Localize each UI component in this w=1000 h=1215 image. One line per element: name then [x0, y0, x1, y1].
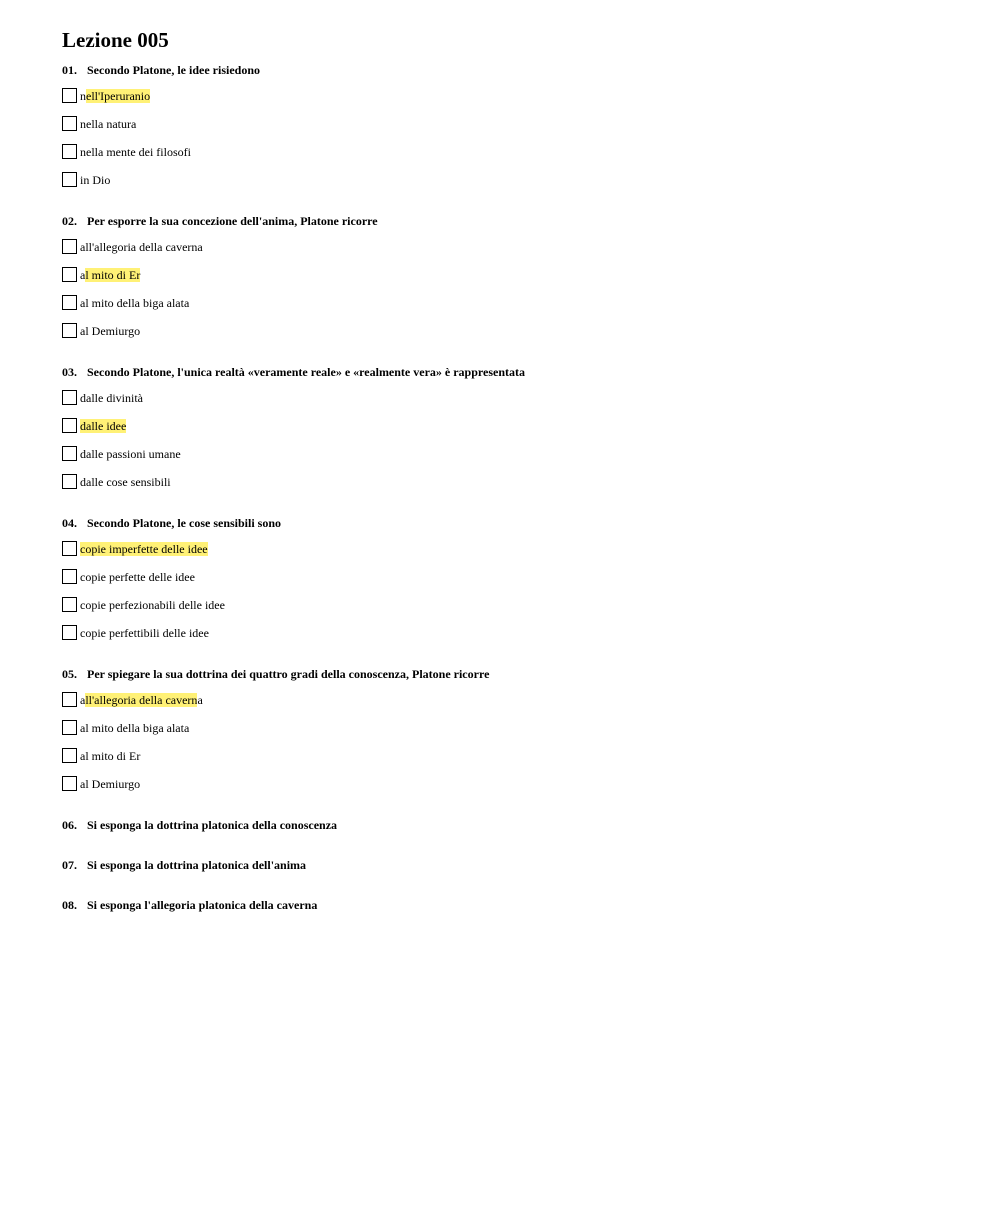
answer-text — [80, 390, 143, 406]
answer-text-plain: a — [80, 268, 86, 282]
answer-text — [80, 418, 126, 434]
answer-text — [80, 295, 189, 311]
answer-highlight: l mito di Er — [85, 268, 141, 282]
question-heading — [62, 857, 962, 873]
answer-checkbox[interactable] — [62, 418, 77, 433]
answer-text — [80, 776, 140, 792]
question-heading — [62, 515, 962, 531]
answer-text-plain: nella mente dei filosofi — [80, 145, 191, 159]
answer-option[interactable] — [62, 116, 962, 132]
answer-checkbox[interactable] — [62, 172, 77, 187]
question-number: 05. — [62, 667, 77, 681]
answer-text — [80, 172, 110, 188]
answer-text-plain: dalle cose sensibili — [80, 475, 171, 489]
answer-text — [80, 88, 150, 104]
answer-option[interactable] — [62, 295, 962, 311]
answer-highlight: dalle idee — [80, 419, 127, 433]
answer-checkbox[interactable] — [62, 323, 77, 338]
answer-text-plain: a — [80, 693, 86, 707]
answer-text — [80, 144, 191, 160]
answer-text-plain: copie perfettibili delle idee — [80, 626, 209, 640]
question-text: Per spiegare la sua dottrina dei quattro gradi della conoscenza, Platone ricorre — [87, 667, 490, 681]
answer-option[interactable] — [62, 88, 962, 104]
question-text: Secondo Platone, le cose sensibili sono — [87, 516, 282, 530]
answer-text-plain: dalle passioni umane — [80, 447, 181, 461]
answer-option[interactable] — [62, 323, 962, 339]
answer-checkbox[interactable] — [62, 446, 77, 461]
question-6 — [62, 817, 962, 833]
answer-text-plain: a — [197, 693, 203, 707]
question-8 — [62, 897, 962, 913]
question-7 — [62, 857, 962, 873]
question-heading — [62, 897, 962, 913]
answer-checkbox[interactable] — [62, 144, 77, 159]
answer-text-plain: copie perfette delle idee — [80, 570, 195, 584]
answer-option[interactable] — [62, 418, 962, 434]
answer-text-plain: nella natura — [80, 117, 137, 131]
answer-text — [80, 625, 209, 641]
answer-option[interactable] — [62, 541, 962, 557]
answer-checkbox[interactable] — [62, 295, 77, 310]
question-text: Secondo Platone, le idee risiedono — [87, 63, 260, 77]
answer-text — [80, 323, 140, 339]
answer-option[interactable] — [62, 172, 962, 188]
answer-text-plain: in Dio — [80, 173, 111, 187]
page-title: Lezione 005 — [62, 28, 169, 52]
answer-option[interactable] — [62, 569, 962, 585]
answer-checkbox[interactable] — [62, 776, 77, 791]
answer-checkbox[interactable] — [62, 541, 77, 556]
answer-text — [80, 474, 171, 490]
answer-highlight: ll'allegoria della cavern — [85, 693, 198, 707]
question-number: 01. — [62, 63, 77, 77]
answer-text — [80, 116, 136, 132]
question-text: Per esporre la sua concezione dell'anima, Platone ricorre — [87, 214, 378, 228]
answer-text — [80, 446, 181, 462]
answer-text-plain: al Demiurgo — [80, 324, 141, 338]
question-text: Secondo Platone, l'unica realtà «veramente reale» e «realmente vera» è rappresentata — [87, 365, 526, 379]
answer-text — [80, 267, 140, 283]
question-heading — [62, 666, 962, 682]
question-5 — [62, 666, 962, 792]
answer-highlight: copie imperfette delle idee — [80, 542, 208, 556]
question-1 — [62, 62, 962, 188]
answer-text — [80, 597, 225, 613]
answer-text-plain: copie perfezionabili delle idee — [80, 598, 225, 612]
answer-text — [80, 569, 195, 585]
answer-option[interactable] — [62, 597, 962, 613]
answer-checkbox[interactable] — [62, 390, 77, 405]
answer-checkbox[interactable] — [62, 116, 77, 131]
question-heading — [62, 62, 962, 78]
answer-checkbox[interactable] — [62, 239, 77, 254]
question-text: Si esponga l'allegoria platonica della caverna — [87, 898, 318, 912]
answer-text-plain: al mito di Er — [80, 749, 141, 763]
question-number: 06. — [62, 818, 77, 832]
question-text: Si esponga la dottrina platonica dell'anima — [87, 858, 307, 872]
answer-option[interactable] — [62, 446, 962, 462]
answer-text-plain: n — [80, 89, 86, 103]
answer-highlight: ell'Iperuranio — [86, 89, 151, 103]
answer-option[interactable] — [62, 625, 962, 641]
question-heading — [62, 817, 962, 833]
answer-option[interactable] — [62, 692, 962, 708]
answer-option[interactable] — [62, 267, 962, 283]
answer-text-plain: dalle divinità — [80, 391, 143, 405]
answer-checkbox[interactable] — [62, 267, 77, 282]
question-2 — [62, 213, 962, 339]
answer-text-plain: al mito della biga alata — [80, 721, 190, 735]
question-number: 07. — [62, 858, 77, 872]
question-text: Si esponga la dottrina platonica della conoscenza — [87, 818, 338, 832]
answer-option[interactable] — [62, 390, 962, 406]
question-number: 03. — [62, 365, 77, 379]
answer-text — [80, 541, 208, 557]
question-number: 08. — [62, 898, 77, 912]
answer-text-plain: al Demiurgo — [80, 777, 141, 791]
question-heading — [62, 213, 962, 229]
answer-text — [80, 720, 189, 736]
answer-checkbox[interactable] — [62, 748, 77, 763]
question-heading — [62, 364, 962, 380]
answer-checkbox[interactable] — [62, 692, 77, 707]
answer-text-plain: all'allegoria della caverna — [80, 240, 203, 254]
answer-text — [80, 239, 203, 255]
answer-option[interactable] — [62, 720, 962, 736]
answer-text — [80, 748, 140, 764]
answer-checkbox[interactable] — [62, 625, 77, 640]
answer-checkbox[interactable] — [62, 569, 77, 584]
answer-checkbox[interactable] — [62, 720, 77, 735]
answer-checkbox[interactable] — [62, 474, 77, 489]
question-number: 04. — [62, 516, 77, 530]
question-3 — [62, 364, 962, 490]
answer-checkbox[interactable] — [62, 88, 77, 103]
answer-text — [80, 692, 203, 708]
answer-text-plain: al mito della biga alata — [80, 296, 190, 310]
answer-option[interactable] — [62, 144, 962, 160]
answer-option[interactable] — [62, 239, 962, 255]
answer-option[interactable] — [62, 474, 962, 490]
answer-option[interactable] — [62, 776, 962, 792]
question-number: 02. — [62, 214, 77, 228]
question-4 — [62, 515, 962, 641]
answer-checkbox[interactable] — [62, 597, 77, 612]
answer-option[interactable] — [62, 748, 962, 764]
